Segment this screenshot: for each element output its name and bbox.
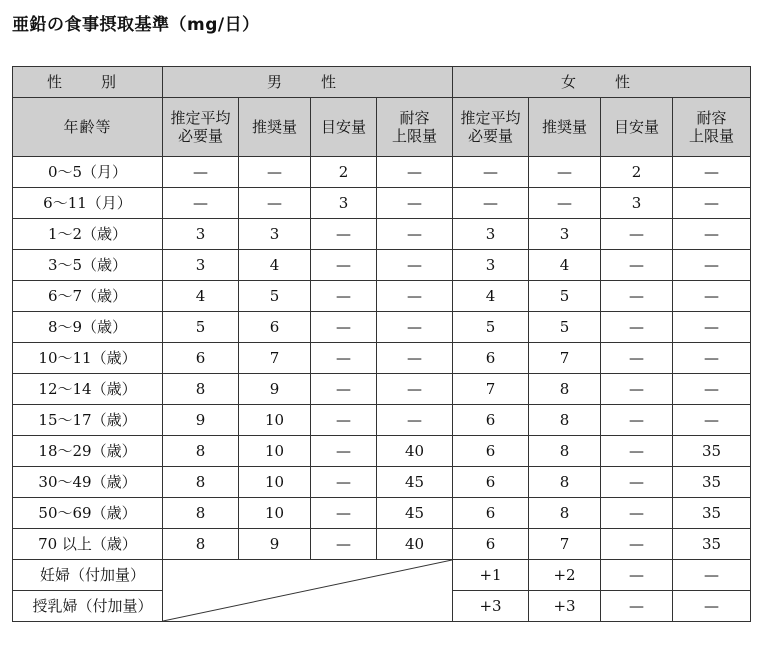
male-value-cell: — <box>377 374 453 405</box>
female-value-cell: — <box>601 374 673 405</box>
female-value-cell: — <box>601 281 673 312</box>
female-value-cell: 5 <box>453 312 529 343</box>
male-value-cell: 5 <box>163 312 239 343</box>
male-ear-header: 推定平均 必要量 <box>163 98 239 157</box>
male-value-cell: — <box>311 312 377 343</box>
male-value-cell: — <box>377 405 453 436</box>
female-ul-header: 耐容 上限量 <box>673 98 751 157</box>
female-value-cell: 3 <box>529 219 601 250</box>
female-value-cell: 5 <box>529 312 601 343</box>
female-value-cell: — <box>673 343 751 374</box>
female-value-cell: 6 <box>453 436 529 467</box>
female-value-cell: — <box>673 281 751 312</box>
male-ai-header: 目安量 <box>311 98 377 157</box>
female-value-cell: 8 <box>529 498 601 529</box>
female-group-header: 女 性 <box>453 67 751 98</box>
table-row <box>13 436 751 467</box>
female-value-cell: 3 <box>601 188 673 219</box>
male-value-cell: 2 <box>311 157 377 188</box>
male-value-cell: 5 <box>239 281 311 312</box>
male-value-cell: 4 <box>239 250 311 281</box>
table-row <box>13 498 751 529</box>
female-value-cell: — <box>673 188 751 219</box>
male-value-cell: 3 <box>311 188 377 219</box>
age-header: 年齢等 <box>13 98 163 157</box>
female-value-cell: 8 <box>529 374 601 405</box>
female-value-cell: — <box>673 219 751 250</box>
male-value-cell: — <box>239 188 311 219</box>
male-value-cell: 10 <box>239 436 311 467</box>
female-value-cell: 4 <box>453 281 529 312</box>
age-cell: 6～11（月） <box>13 188 163 219</box>
male-value-cell: 6 <box>239 312 311 343</box>
female-value-cell: 6 <box>453 529 529 560</box>
male-value-cell: — <box>311 405 377 436</box>
table-row <box>13 157 751 188</box>
female-ai-header: 目安量 <box>601 98 673 157</box>
male-value-cell: 40 <box>377 529 453 560</box>
age-cell: 授乳婦（付加量） <box>13 591 163 622</box>
male-value-cell: — <box>311 436 377 467</box>
male-value-cell: 9 <box>239 374 311 405</box>
age-cell: 0～5（月） <box>13 157 163 188</box>
female-value-cell: — <box>601 529 673 560</box>
female-value-cell: — <box>601 591 673 622</box>
age-cell: 3～5（歳） <box>13 250 163 281</box>
age-cell: 妊婦（付加量） <box>13 560 163 591</box>
page-title: 亜鉛の食事摂取基準（mg/日） <box>12 15 260 35</box>
female-value-cell: 6 <box>453 405 529 436</box>
male-value-cell: — <box>377 312 453 343</box>
female-value-cell: 6 <box>453 498 529 529</box>
age-cell: 18～29（歳） <box>13 436 163 467</box>
female-value-cell: — <box>673 591 751 622</box>
female-value-cell: 8 <box>529 467 601 498</box>
table-row <box>13 529 751 560</box>
age-cell: 6～7（歳） <box>13 281 163 312</box>
male-value-cell: 40 <box>377 436 453 467</box>
table-row <box>13 374 751 405</box>
table-row <box>13 281 751 312</box>
female-value-cell: 7 <box>529 343 601 374</box>
male-value-cell: 3 <box>239 219 311 250</box>
female-value-cell: — <box>601 560 673 591</box>
age-cell: 8～9（歳） <box>13 312 163 343</box>
female-value-cell: 2 <box>601 157 673 188</box>
male-value-cell: 45 <box>377 467 453 498</box>
male-value-cell: — <box>311 467 377 498</box>
female-value-cell: +2 <box>529 560 601 591</box>
female-value-cell: — <box>673 157 751 188</box>
male-value-cell: 4 <box>163 281 239 312</box>
table-row <box>13 405 751 436</box>
male-value-cell: 8 <box>163 436 239 467</box>
female-value-cell: — <box>601 467 673 498</box>
male-ul-header: 耐容 上限量 <box>377 98 453 157</box>
table-body <box>13 157 751 622</box>
male-value-cell: 6 <box>163 343 239 374</box>
diagonal-slash <box>163 560 452 621</box>
male-value-cell: — <box>163 188 239 219</box>
male-value-cell: 3 <box>163 219 239 250</box>
male-value-cell: — <box>311 498 377 529</box>
female-value-cell: — <box>601 343 673 374</box>
female-value-cell: 35 <box>673 467 751 498</box>
age-cell: 50～69（歳） <box>13 498 163 529</box>
male-value-cell: 10 <box>239 405 311 436</box>
female-value-cell: +1 <box>453 560 529 591</box>
female-value-cell: — <box>673 374 751 405</box>
female-ear-header: 推定平均 必要量 <box>453 98 529 157</box>
female-value-cell: 7 <box>453 374 529 405</box>
female-value-cell: — <box>673 405 751 436</box>
female-value-cell: 7 <box>529 529 601 560</box>
female-value-cell: 8 <box>529 405 601 436</box>
male-value-cell: — <box>377 250 453 281</box>
male-value-cell: 8 <box>163 498 239 529</box>
female-rda-header: 推奨量 <box>529 98 601 157</box>
male-value-cell: — <box>311 374 377 405</box>
table-row <box>13 250 751 281</box>
table-row <box>13 312 751 343</box>
age-cell: 10～11（歳） <box>13 343 163 374</box>
male-value-cell: 8 <box>163 529 239 560</box>
sex-header: 性 別 <box>13 67 163 98</box>
male-value-cell: 9 <box>163 405 239 436</box>
table-row <box>13 219 751 250</box>
female-value-cell: 3 <box>453 250 529 281</box>
male-value-cell: — <box>377 281 453 312</box>
table-row <box>13 188 751 219</box>
female-value-cell: — <box>673 312 751 343</box>
male-group-header: 男 性 <box>163 67 453 98</box>
female-value-cell: 8 <box>529 436 601 467</box>
male-value-cell: — <box>311 219 377 250</box>
female-value-cell: — <box>601 219 673 250</box>
male-value-cell: — <box>377 219 453 250</box>
female-value-cell: — <box>673 560 751 591</box>
female-value-cell: 35 <box>673 529 751 560</box>
female-value-cell: — <box>601 312 673 343</box>
age-cell: 12～14（歳） <box>13 374 163 405</box>
male-value-cell: — <box>311 343 377 374</box>
male-value-cell: — <box>239 157 311 188</box>
age-cell: 1～2（歳） <box>13 219 163 250</box>
male-rda-header: 推奨量 <box>239 98 311 157</box>
age-cell: 30～49（歳） <box>13 467 163 498</box>
female-value-cell: — <box>601 250 673 281</box>
table-row <box>13 560 751 591</box>
age-cell: 70 以上（歳） <box>13 529 163 560</box>
zinc-intake-table <box>12 66 751 622</box>
male-value-cell: 3 <box>163 250 239 281</box>
table-row <box>13 467 751 498</box>
male-value-cell: 10 <box>239 498 311 529</box>
male-value-cell: 8 <box>163 374 239 405</box>
male-value-cell: 7 <box>239 343 311 374</box>
female-value-cell: — <box>529 157 601 188</box>
male-value-cell: — <box>377 343 453 374</box>
male-value-cell: — <box>163 157 239 188</box>
female-value-cell: 6 <box>453 467 529 498</box>
female-value-cell: — <box>601 498 673 529</box>
male-value-cell: 9 <box>239 529 311 560</box>
male-value-cell: 45 <box>377 498 453 529</box>
female-value-cell: 3 <box>453 219 529 250</box>
female-value-cell: 35 <box>673 498 751 529</box>
female-value-cell: — <box>601 436 673 467</box>
female-value-cell: 6 <box>453 343 529 374</box>
male-value-cell: — <box>311 250 377 281</box>
female-value-cell: — <box>601 405 673 436</box>
female-value-cell: +3 <box>453 591 529 622</box>
female-value-cell: — <box>453 188 529 219</box>
female-value-cell: 4 <box>529 250 601 281</box>
female-value-cell: 35 <box>673 436 751 467</box>
age-cell: 15～17（歳） <box>13 405 163 436</box>
female-value-cell: — <box>529 188 601 219</box>
male-value-cell: — <box>311 529 377 560</box>
male-value-cell: — <box>377 188 453 219</box>
male-value-cell: — <box>311 281 377 312</box>
female-value-cell: — <box>673 250 751 281</box>
male-value-cell: 8 <box>163 467 239 498</box>
male-value-cell: — <box>377 157 453 188</box>
table-row <box>13 343 751 374</box>
male-not-applicable-cell <box>163 560 453 622</box>
female-value-cell: 5 <box>529 281 601 312</box>
female-value-cell: — <box>453 157 529 188</box>
female-value-cell: +3 <box>529 591 601 622</box>
male-value-cell: 10 <box>239 467 311 498</box>
